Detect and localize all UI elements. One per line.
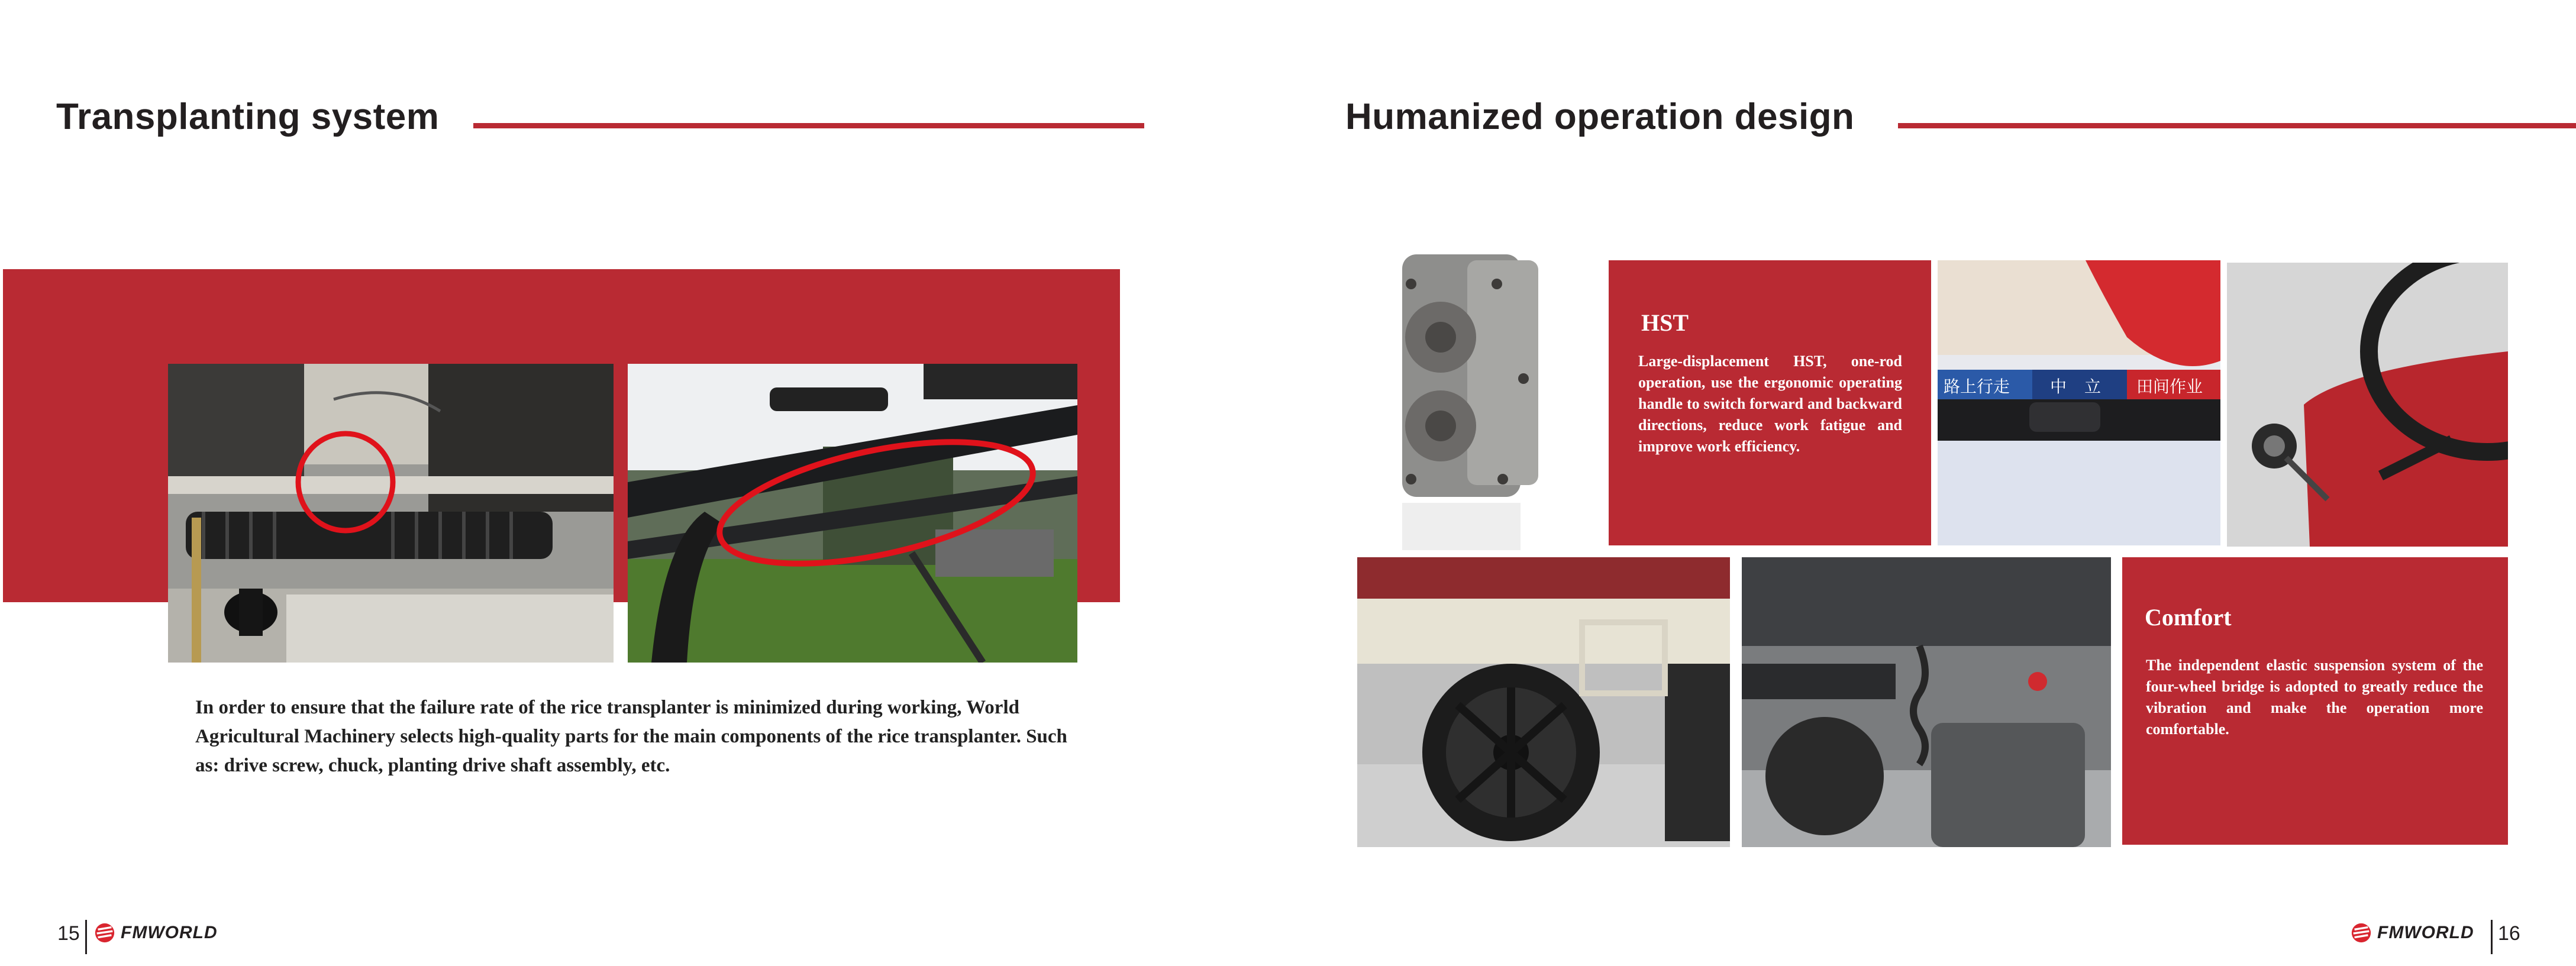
comfort-panel [2122, 557, 2508, 845]
fmworld-logo-text: FMWORLD [121, 923, 218, 942]
transplanter-bellows-photo [168, 364, 614, 663]
transplanting-description: In order to ensure that the failure rate of the rice transplanter is minimized during working, World Agricultural Machinery selects high-quality parts for the main components of the rice transplanter. Such as: drive screw, chuck, planting drive shaft assembly, etc. [195, 697, 1067, 776]
comfort-title: Comfort [2145, 604, 2232, 631]
comfort-text: The independent elastic suspension system of the four-wheel bridge is adopted to greatly reduce the vibration and make the operation more comfortable. [2146, 657, 2483, 738]
fmworld-emblem-icon [93, 922, 116, 944]
page-title-left: Transplanting system [56, 96, 440, 137]
fmworld-logo-text: FMWORLD [2377, 923, 2474, 942]
steering-wheel-photo [2227, 263, 2508, 547]
page-number-left: 15 [57, 922, 80, 945]
fmworld-logo-right [2350, 922, 2486, 945]
footer-divider-left [85, 920, 87, 954]
fmworld-logo-left [93, 922, 230, 945]
page-number-right: 16 [2498, 922, 2520, 945]
title-rule-left [473, 123, 1144, 128]
dashboard-label-neutral: 中立 [2050, 377, 2119, 396]
fmworld-emblem-icon [2350, 922, 2372, 944]
hst-panel [1609, 260, 1931, 545]
footer-divider-right [2491, 920, 2493, 954]
dashboard-label-road: 路上行走 [1944, 377, 2010, 396]
drive-shaft-photo [628, 364, 1077, 663]
suspension-photo [1742, 557, 2111, 847]
hst-text: Large-displacement HST, one-rod operation, use the ergonomic operating handle to switch forward and backward directions, reduce work fatigue and improve work efficiency. [1638, 353, 1902, 455]
dashboard-label-field: 田间作业 [2136, 377, 2203, 396]
dashboard-switch-photo [1938, 260, 2220, 545]
hst-gearbox-photo [1379, 248, 1556, 556]
title-rule-right [1898, 123, 2576, 128]
hst-title: HST [1641, 309, 1689, 336]
page-title-right: Humanized operation design [1345, 96, 1855, 137]
wheel-photo [1357, 557, 1730, 847]
